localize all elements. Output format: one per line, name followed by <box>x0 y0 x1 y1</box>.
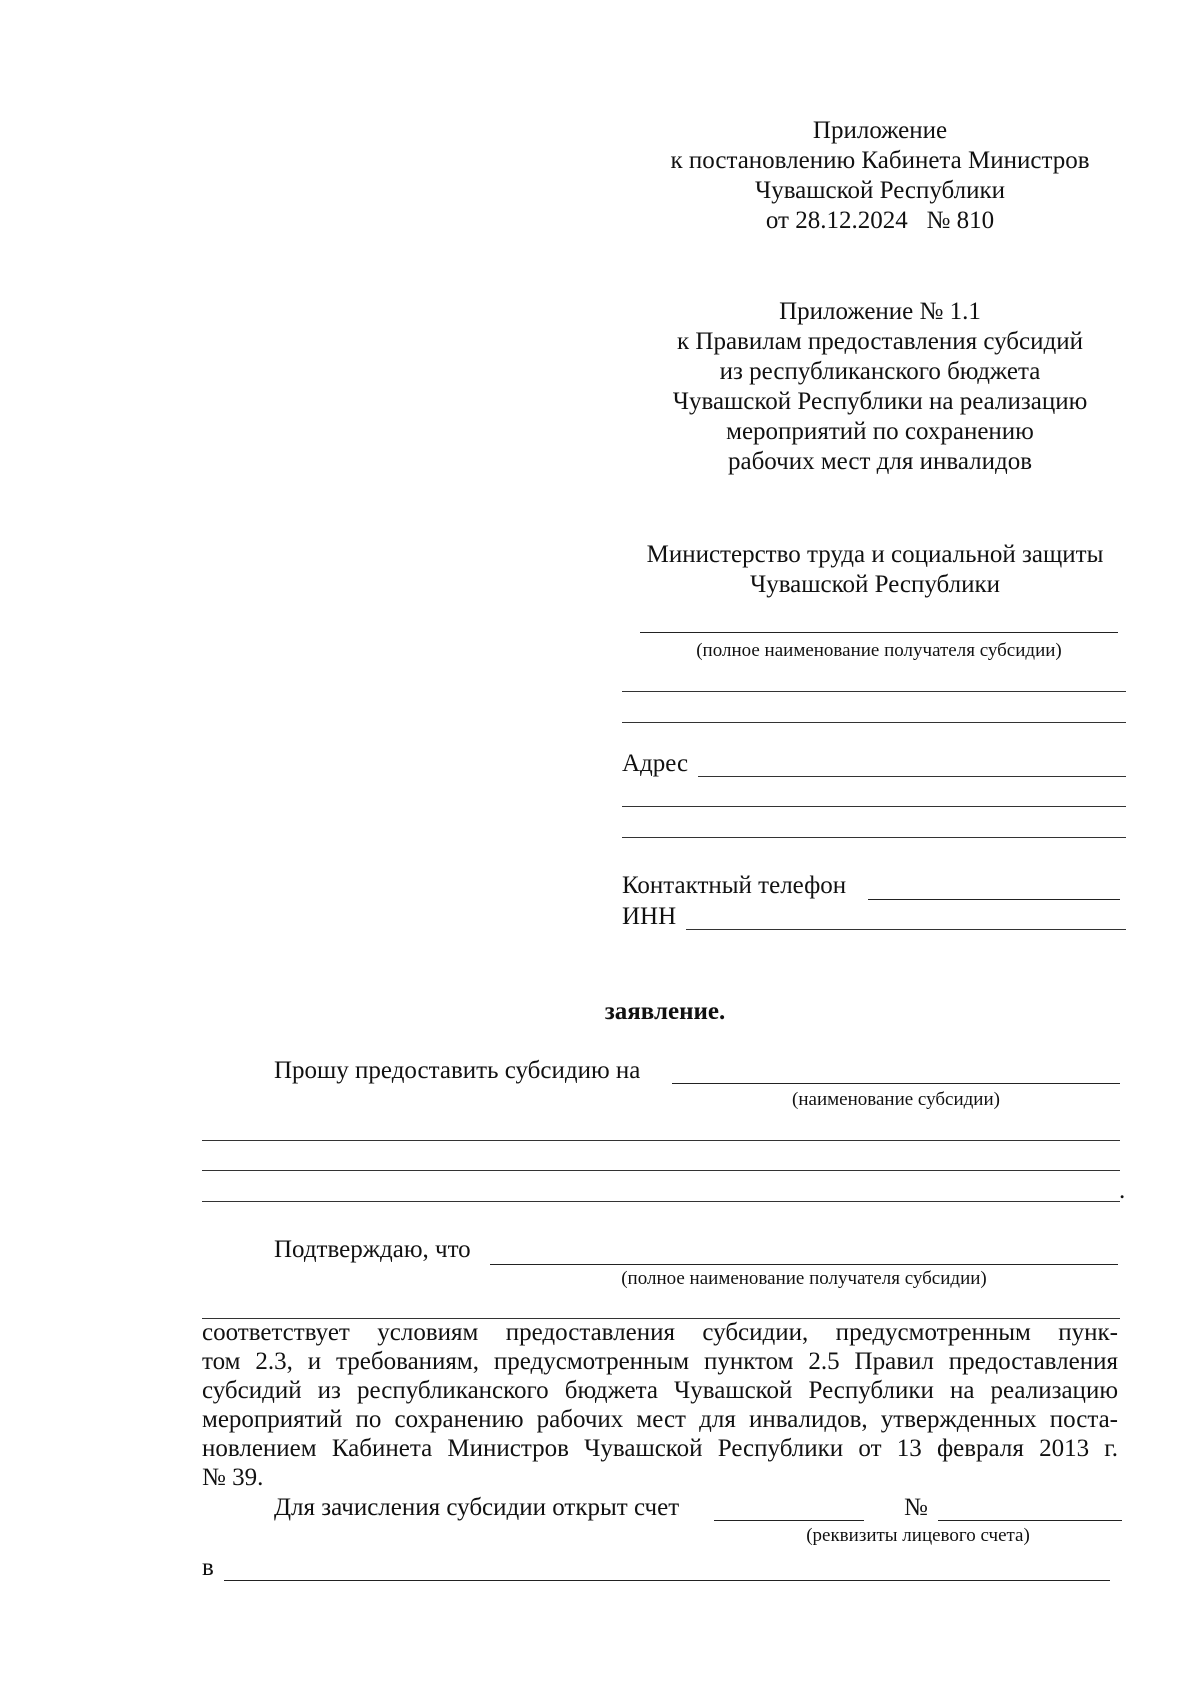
address-field[interactable] <box>698 776 1126 777</box>
body-line: мероприятий по сохранению рабочих мест для инвалидов, утвержденных поста- <box>202 1406 1118 1433</box>
rules-appendix-header <box>640 297 1120 477</box>
body-line: новлением Кабинета Министров Чувашской Республики от 13 февраля 2013 г. <box>202 1435 1118 1462</box>
inn-label: ИНН <box>622 903 677 930</box>
subsidy-name-field[interactable] <box>672 1083 1120 1084</box>
account-number-sign: № <box>904 1494 928 1521</box>
subsidy-name-field-line4[interactable] <box>202 1201 1120 1202</box>
appendix-header <box>640 116 1120 236</box>
bank-field[interactable] <box>224 1580 1110 1581</box>
statement-title: заявление. <box>604 998 726 1025</box>
ministry-line: Чувашской Республики <box>749 571 1001 598</box>
recipient-name-field-line3[interactable] <box>622 722 1126 723</box>
phone-label: Контактный телефон <box>622 872 847 899</box>
subsidy-name-caption: (наименование субсидии) <box>792 1089 1000 1110</box>
appendix-header-line: от 28.12.2024 № 810 <box>765 207 995 234</box>
confirm-recipient-caption: (полное наименование получателя субсидии) <box>621 1268 987 1289</box>
rules-appendix-line: из республиканского бюджета <box>719 358 1041 385</box>
recipient-name-caption: (полное наименование получателя субсидии) <box>696 640 1062 661</box>
account-number-field[interactable] <box>938 1520 1122 1521</box>
ministry-line: Министерство труда и социальной защиты <box>646 541 1104 568</box>
body-line: субсидий из республиканского бюджета Чувашской Республики на реализацию <box>202 1377 1118 1404</box>
account-field[interactable] <box>714 1520 864 1521</box>
address-field-line3[interactable] <box>622 837 1126 838</box>
request-prefix: Прошу предоставить субсидию на <box>274 1057 641 1084</box>
account-caption: (реквизиты лицевого счета) <box>806 1525 1030 1546</box>
recipient-name-field-line2[interactable] <box>622 691 1126 692</box>
bank-prefix: в <box>202 1554 214 1581</box>
body-line: № 39. <box>202 1464 264 1491</box>
rules-appendix-line: рабочих мест для инвалидов <box>727 448 1033 475</box>
subsidy-period: . <box>1119 1177 1126 1204</box>
appendix-header-line: к постановлению Кабинета Министров <box>670 147 1090 174</box>
body-line: соответствует условиям предоставления субсидии, предусмотренным пунк- <box>202 1319 1118 1346</box>
statement-body <box>202 1318 1118 1492</box>
address-label: Адрес <box>622 750 689 777</box>
address-field-line2[interactable] <box>622 806 1126 807</box>
confirm-prefix: Подтверждаю, что <box>274 1236 471 1263</box>
recipient-name-field[interactable] <box>640 632 1118 633</box>
appendix-header-line: Приложение <box>812 117 948 144</box>
subsidy-name-field-line3[interactable] <box>202 1170 1120 1171</box>
rules-appendix-line: к Правилам предоставления субсидий <box>677 328 1083 355</box>
body-line: том 2.3, и требованиям, предусмотренным пунктом 2.5 Правил предоставления <box>202 1348 1118 1375</box>
rules-appendix-line: Приложение № 1.1 <box>779 298 981 325</box>
phone-field[interactable] <box>868 899 1120 900</box>
appendix-header-line: Чувашской Республики <box>754 177 1006 204</box>
inn-field[interactable] <box>686 929 1126 930</box>
account-prefix: Для зачисления субсидии открыт счет <box>274 1494 680 1521</box>
ministry-addressee <box>630 540 1120 600</box>
confirm-recipient-field[interactable] <box>490 1264 1118 1265</box>
subsidy-name-field-line2[interactable] <box>202 1140 1120 1141</box>
rules-appendix-line: Чувашской Республики на реализацию <box>672 388 1088 415</box>
rules-appendix-line: мероприятий по сохранению <box>726 418 1034 445</box>
